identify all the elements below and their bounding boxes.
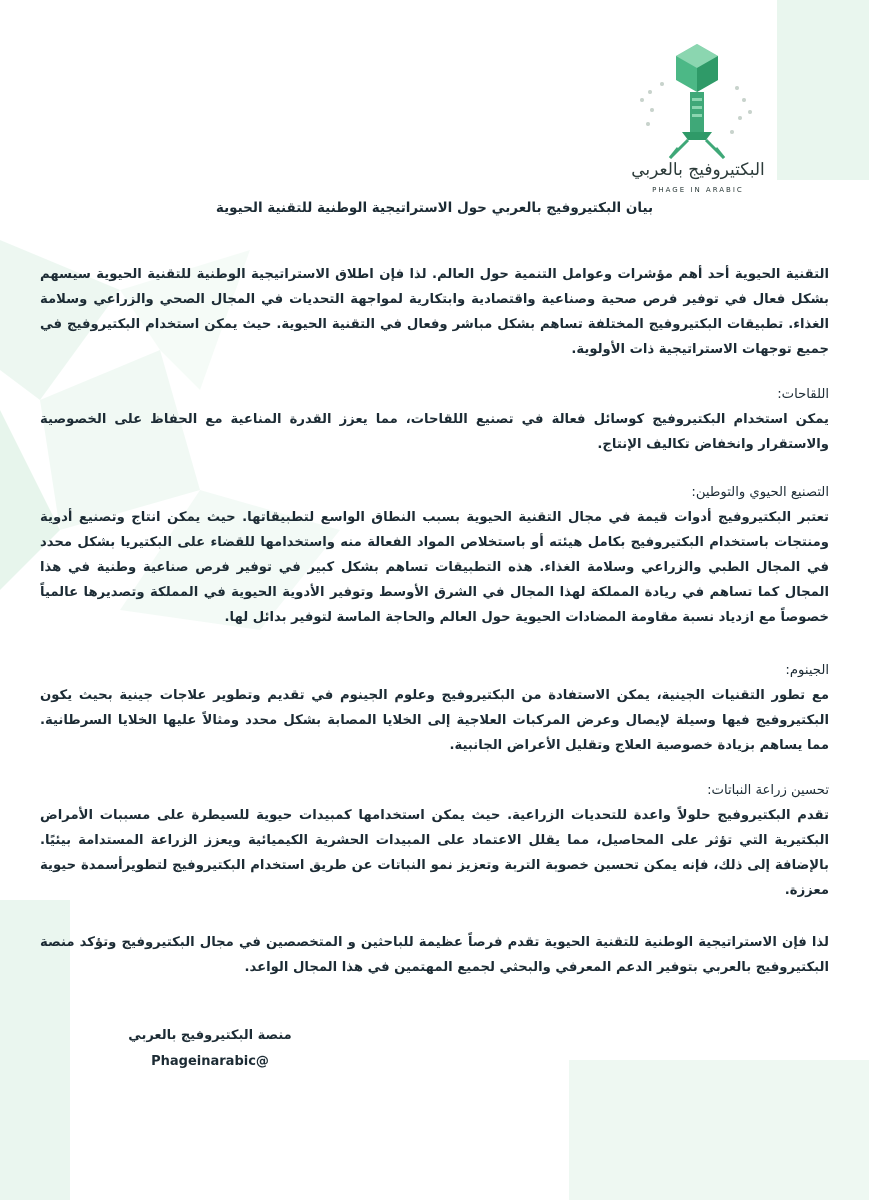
genome-section <box>40 658 829 758</box>
background-strip-top-right <box>777 0 869 180</box>
section-body: تقدم البكتيروفيج حلولاً واعدة للتحديات الزراعية. حيث يمكن استخدامها كمبيدات حيوية للسيطرة على مسببات الأمراض البكتيرية التي تؤثر على المحاصيل، مما يقلل الاعتماد على المبيدات الحشرية الكيميائية ويعزز الزراعة المستدامة بيئيًا. بالإضافة إلى ذلك، فإنه يمكن تحسين خصوبة التربة وتعزيز نمو النباتات عن طريق استخدام البكتيروفيج لتطويرأسمدة حيوية معززة. <box>40 808 829 898</box>
signature-handle[interactable]: @Phageinarabic <box>151 1054 269 1069</box>
section-body: تعتبر البكتيروفيج أدوات قيمة في مجال التقنية الحيوية بسبب النطاق الواسع لتطبيقاتها. حيث يمكن انتاج وتصنيع أدوية ومنتجات باستخدام البكتيروفيج بكامل هيئته أو باستخلاص المواد الفعالة منه واستخدامها للقضاء على البكتيريا بشكل محدد في المجال الطبي والزراعي وسلامة الغذاء. هذه التطبيقات تساهم بشكل كبير في توفير فرص صناعية وطنية في هذا المجال كما تساهم في ريادة المملكة لهذا المجال في الشرق الأوسط وتوفير الأدوية الحيوية في المملكة وتصديرها عالمياً خصوصاً مع ازدياد نسبة مقاومة المضادات الحيوية حول العالم والحاجة الماسة لتوفير بدائل لها. <box>40 510 829 625</box>
section-heading: الجينوم: <box>785 663 829 678</box>
logo-name-arabic: البكتيروفيج بالعربي <box>631 160 765 180</box>
intro-paragraph: التقنية الحيوية أحد أهم مؤشرات وعوامل التنمية حول العالم. لذا فإن اطلاق الاستراتيجية الوطنية للتقنية الحيوية سيسهم بشكل فعال في توفير فرص صحية وصناعية واقتصادية وابتكارية لمواجهة التحديات في المجال الصحي والزراعي وسلامة الغذاء. تطبيقات البكتيروفيج المختلفة تساهم بشكل مباشر وفعال في التقنية الحيوية. حيث يمكن استخدام البكتيروفيج في جميع توجهات الاستراتيجية ذات الأولوية. <box>40 267 829 357</box>
background-strip-bottom-right <box>569 1060 869 1200</box>
page-title: بيان البكتيروفيج بالعربي حول الاستراتيجية الوطنية للتقنية الحيوية <box>215 200 654 216</box>
section-body: يمكن استخدام البكتيروفيج كوسائل فعالة في تصنيع اللقاحات، مما يعزز القدرة المناعية مع الحفاظ على الخصوصية والاستقرار وانخفاض تكاليف الإنتاج. <box>40 412 829 452</box>
section-heading: اللقاحات: <box>777 387 829 402</box>
section-body: مع تطور التقنيات الجينية، يمكن الاستفادة من البكتيروفيج وعلوم الجينوم في تقديم وتطوير علاجات جينية بحيث يكون البكتيروفيج فيها وسيلة لإيصال وعرض المركبات العلاجية إلى الخلايا المصابة بشكل محدد ومثالاً عليها الخلايا السرطانية. مما يساهم بزيادة خصوصية العلاج وتقليل الأعراض الجانبية. <box>40 688 829 753</box>
signature-name: منصة البكتيروفيج بالعربي <box>128 1028 292 1043</box>
biomanufacturing-section <box>40 480 829 630</box>
conclusion-paragraph: لذا فإن الاستراتيجية الوطنية للتقنية الحيوية تقدم فرصاً عظيمة للباحثين و المتخصصين في مجال البكتيروفيج وتؤكد منصة البكتيروفيج بالعربي بتوفير الدعم المعرفي والبحثي لجميع المهتمين في هذا المجال الواعد. <box>40 935 829 975</box>
agriculture-section <box>40 778 829 903</box>
section-heading: تحسين زراعة النباتات: <box>707 783 829 798</box>
conclusion-section <box>40 930 829 980</box>
intro-section <box>40 262 829 362</box>
section-heading: التصنيع الحيوي والتوطين: <box>691 485 829 500</box>
vaccines-section <box>40 382 829 457</box>
logo-name-english: PHAGE IN ARABIC <box>652 186 744 194</box>
